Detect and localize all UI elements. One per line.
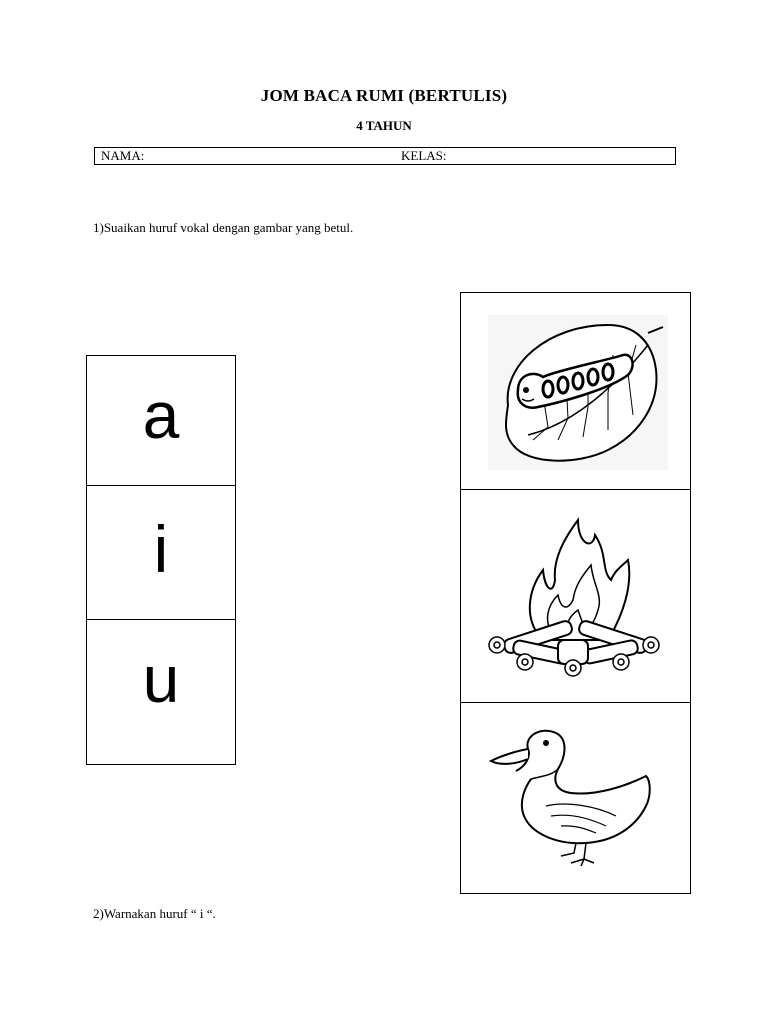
picture-column <box>460 292 691 894</box>
letter-cell-a[interactable] <box>87 356 235 486</box>
picture-cell-duck[interactable] <box>461 703 690 893</box>
letter-a: a <box>142 378 180 452</box>
question-2: 2)Warnakan huruf “ i “. <box>93 906 216 921</box>
picture-cell-campfire[interactable] <box>461 490 690 703</box>
question-1: 1)Suaikan huruf vokal dengan gambar yang betul. <box>93 220 354 235</box>
letter-u: u <box>142 642 180 716</box>
caterpillar-on-leaf-icon <box>488 315 668 470</box>
letter-cell-u[interactable] <box>87 620 235 764</box>
nama-label: NAMA: <box>101 148 145 163</box>
letter-cell-i[interactable] <box>87 486 235 620</box>
duck-icon <box>486 721 661 871</box>
campfire-icon <box>483 510 663 680</box>
worksheet-subtitle: 4 TAHUN <box>356 118 412 133</box>
worksheet-title: JOM BACA RUMI (BERTULIS) <box>260 86 508 105</box>
student-info-box <box>94 147 676 165</box>
vowel-letter-column <box>86 355 236 765</box>
kelas-label: KELAS: <box>401 148 447 163</box>
letter-i: i <box>153 512 169 586</box>
picture-cell-caterpillar[interactable] <box>461 293 690 490</box>
